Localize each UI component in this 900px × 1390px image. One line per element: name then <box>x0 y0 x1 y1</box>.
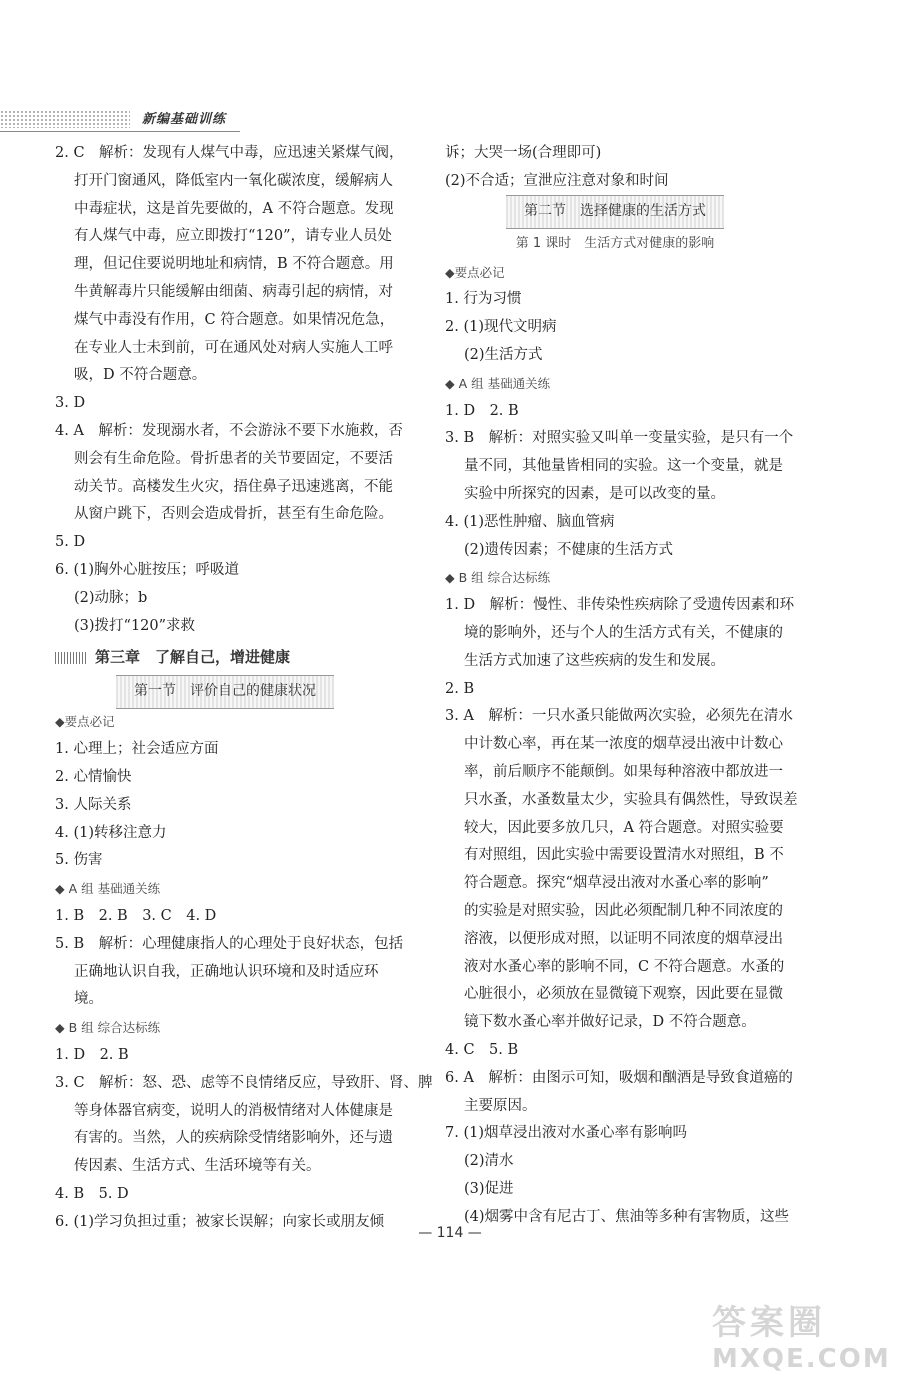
answer-line: 5. 伤害 <box>55 852 103 869</box>
answer-line: 等身体器官病变，说明人的消极情绪对人体健康是 <box>74 1102 393 1119</box>
answer-line: 煤气中毒没有作用，C 符合题意。如果情况危急， <box>74 311 395 328</box>
header-title: 新编基础训练 <box>142 112 227 127</box>
answer-line: (3)拨打“120”求救 <box>74 617 196 634</box>
answer-line: 3. 人际关系 <box>55 796 132 813</box>
answer-line: 4. (1)转移注意力 <box>55 824 167 841</box>
answer-line: (4)烟雾中含有尼古丁、焦油等多种有害物质，这些 <box>464 1208 790 1225</box>
section-heading <box>55 675 395 708</box>
answer-line: 生活方式加速了这些疾病的发生和发展。 <box>464 652 725 669</box>
answer-line: 有对照组，因此实验中需要设置清水对照组，B 不 <box>464 847 784 864</box>
answer-line: 6. A 解析：由图示可知，吸烟和酗酒是导致食道癌的 <box>445 1069 793 1086</box>
answer-line: 4. C 5. B <box>445 1041 519 1058</box>
answer-line: 有人煤气中毒，应立即拨打“120”，请专业人员处 <box>74 228 392 245</box>
answer-line: 1. D 2. B <box>445 402 519 419</box>
answer-line: 的实验是对照实验，因此必须配制几种不同浓度的 <box>464 902 783 919</box>
answer-line: 1. 行为习惯 <box>445 291 522 308</box>
chapter-title: 第三章 了解自己，增进健康 <box>95 647 291 666</box>
answer-line: 3. D <box>55 395 86 412</box>
category-label: ◆ B 组 综合达标练 <box>445 570 551 586</box>
answer-line: 中计数心率，再在某一浓度的烟草浸出液中计数心 <box>464 736 783 753</box>
category-label: ◆要点必记 <box>445 264 505 280</box>
chapter-stripes-icon <box>55 652 87 664</box>
answer-line: 量不同，其他量皆相同的实验。这一个变量，就是 <box>464 458 783 475</box>
answer-line: 中毒症状，这是首先要做的，A 不符合题意。发现 <box>74 200 394 217</box>
header-rule <box>0 131 240 132</box>
answer-line: 1. D 解析：慢性、非传染性疾病除了受遗传因素和环 <box>445 597 795 614</box>
left-column <box>55 140 433 1236</box>
answer-line: 牛黄解毒片只能缓解由细菌、病毒引起的病情，对 <box>74 283 393 300</box>
answer-line: 符合题意。探究“烟草浸出液对水蚤心率的影响” <box>464 875 769 892</box>
answer-line: 动关节。高楼发生火灾，捂住鼻子迅速逃离，不能 <box>74 478 393 495</box>
category-label: ◆ A 组 基础通关练 <box>445 375 551 391</box>
watermark-logo <box>712 1295 892 1385</box>
answer-line: 较大，因此要多放几只，A 符合题意。对照实验要 <box>464 819 784 836</box>
answer-line: 打开门窗通风，降低室内一氧化碳浓度，缓解病人 <box>74 172 393 189</box>
running-header <box>0 104 240 132</box>
answer-line: 传因素、生活方式、生活环境等有关。 <box>74 1158 321 1175</box>
category-label: ◆ B 组 综合达标练 <box>55 1020 161 1036</box>
answer-line: 率，前后顺序不能颠倒。如果每种溶液中都放进一 <box>464 763 783 780</box>
answer-line: 2. (1)现代文明病 <box>445 319 557 336</box>
answer-line: 5. D <box>55 534 86 551</box>
right-column <box>445 140 798 1231</box>
answer-line: 诉；大哭一场(合理即可) <box>445 145 602 161</box>
page-number: — 114 — <box>418 1225 482 1241</box>
answer-line: 实验中所探究的因素，是可以改变的量。 <box>464 485 725 502</box>
answer-line: 有害的。当然，人的疾病除受情绪影响外，还与遗 <box>74 1130 393 1147</box>
section-title: 第一节 评价自己的健康状况 <box>116 675 334 709</box>
answer-line: (2)动脉；b <box>74 589 148 606</box>
answer-line: 3. A 解析：一只水蚤只能做两次实验，必须先在清水 <box>445 708 793 725</box>
header-dot-pattern <box>0 110 130 128</box>
answer-line: 心脏很小，必须放在显微镜下观察，因此要在显微 <box>464 986 783 1003</box>
answer-line: 7. (1)烟草浸出液对水蚤心率有影响吗 <box>445 1125 687 1142</box>
answer-line: (2)不合适；宣泄应注意对象和时间 <box>445 172 669 189</box>
answer-line: 溶液，以便形成对照，以证明不同浓度的烟草浸出 <box>464 930 783 947</box>
answer-line: 2. C 解析：发现有人煤气中毒，应迅速关紧煤气阀， <box>55 145 404 161</box>
answer-line: 3. C 解析：怒、恐、虑等不良情绪反应，导致肝、肾、脾 <box>55 1074 433 1091</box>
answer-line: 1. B 2. B 3. C 4. D <box>55 907 217 924</box>
answer-line: 1. D 2. B <box>55 1046 129 1063</box>
answer-line: 1. 心理上；社会适应方面 <box>55 741 219 758</box>
answer-line: 只水蚤，水蚤数量太少，实验具有偶然性，导致误差 <box>464 791 798 808</box>
answer-line: 6. (1)学习负担过重；被家长误解；向家长或朋友倾 <box>55 1213 384 1230</box>
section-title: 第二节 选择健康的生活方式 <box>506 195 724 229</box>
answer-line: 吸，D 不符合题意。 <box>74 367 207 384</box>
answer-line: 境。 <box>74 991 103 1008</box>
answer-line: 2. 心情愉快 <box>55 768 132 785</box>
answer-line: 4. (1)恶性肿瘤、脑血管病 <box>445 513 615 530</box>
answer-line: (3)促进 <box>464 1180 514 1197</box>
answer-line: (2)清水 <box>464 1153 514 1170</box>
answer-line: 3. B 解析：对照实验又叫单一变量实验，是只有一个 <box>445 430 794 447</box>
answer-line: (2)生活方式 <box>464 346 543 363</box>
answer-line: 境的影响外，还与个人的生活方式有关，不健康的 <box>464 624 783 641</box>
answer-line: 从窗户跳下，否则会造成骨折，甚至有生命危险。 <box>74 506 393 523</box>
answer-line: 液对水蚤心率的影响不同，C 不符合题意。水蚤的 <box>464 958 785 975</box>
answer-line: 镜下数水蚤心率并做好记录，D 不符合题意。 <box>464 1014 756 1031</box>
answer-line: 4. B 5. D <box>55 1185 129 1202</box>
answer-line: 5. B 解析：心理健康指人的心理处于良好状态，包括 <box>55 935 404 952</box>
answer-line: 理，但记住要说明地址和病情，B 不符合题意。用 <box>74 256 394 273</box>
answer-line: 正确地认识自我，正确地认识环境和及时适应环 <box>74 963 379 980</box>
category-label: ◆ A 组 基础通关练 <box>55 881 161 897</box>
section-heading <box>445 196 785 229</box>
answer-line: 2. B <box>445 680 475 697</box>
answer-line: 则会有生命危险。骨折患者的关节要固定，不要活 <box>74 450 393 467</box>
answer-line: 在专业人士未到前，可在通风处对病人实施人工呼 <box>74 339 393 356</box>
chapter-heading <box>55 640 395 675</box>
answer-line: (2)遗传因素；不健康的生活方式 <box>464 541 674 558</box>
answer-line: 主要原因。 <box>464 1097 537 1114</box>
answer-line: 6. (1)胸外心脏按压；呼吸道 <box>55 561 239 578</box>
category-label: ◆要点必记 <box>55 714 115 730</box>
answer-line: 4. A 解析：发现溺水者，不会游泳不要下水施救，否 <box>55 422 403 439</box>
watermark-top: 答案圈 <box>712 1303 826 1343</box>
lesson-title: 第 1 课时 生活方式对健康的影响 <box>515 235 715 251</box>
watermark-bottom: MXQE.COM <box>712 1344 891 1374</box>
